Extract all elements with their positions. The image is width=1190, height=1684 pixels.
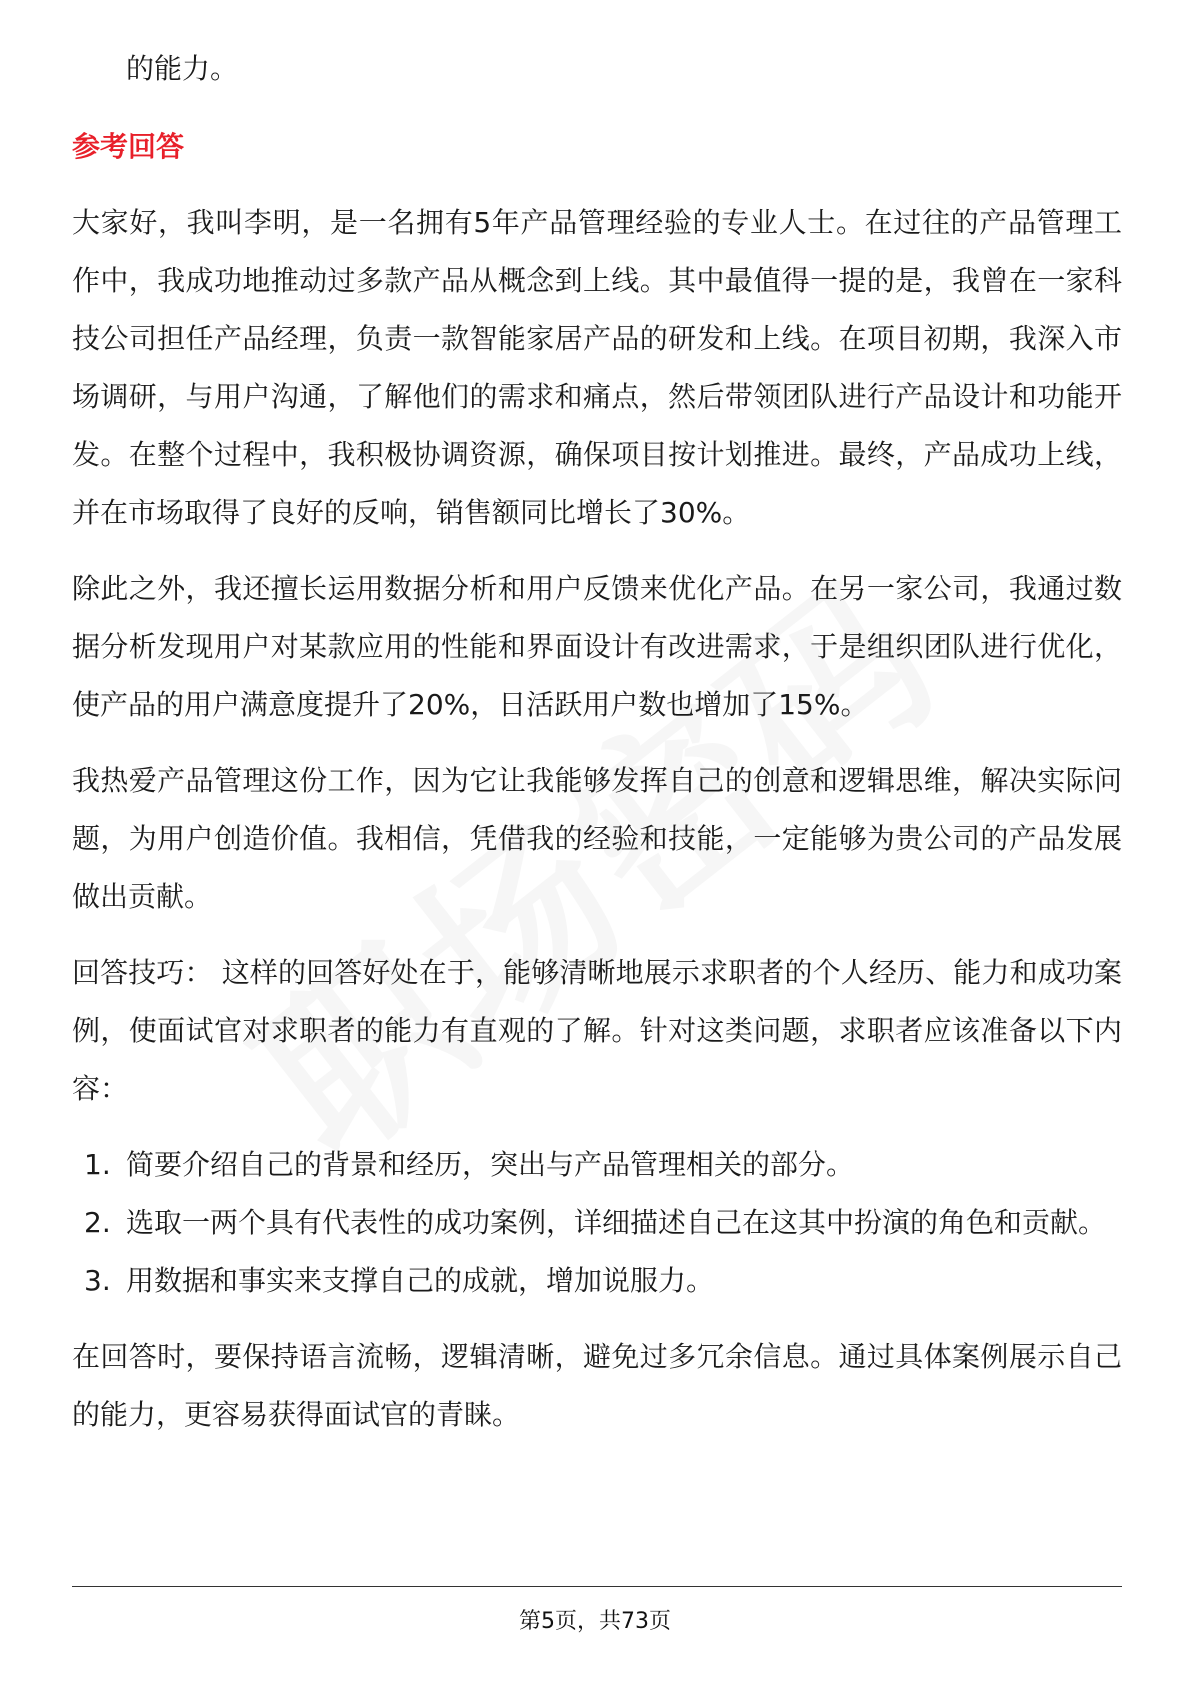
paragraph-passion: 我热爱产品管理这份工作，因为它让我能够发挥自己的创意和逻辑思维，解决实际问题，为用户创造价值。我相信，凭借我的经验和技能，一定能够为贵公司的产品发展做出贡献。	[72, 764, 1122, 913]
list-item	[72, 1136, 1122, 1194]
paragraph-data-analysis: 除此之外，我还擅长运用数据分析和用户反馈来优化产品。在另一家公司，我通过数据分析发现用户对某款应用的性能和界面设计有改进需求，于是组织团队进行优化，使产品的用户满意度提升了20%，日活跃用户数也增加了15%。	[72, 572, 1122, 721]
list-item-text: 选取一两个具有代表性的成功案例，详细描述自己在这其中扮演的角色和贡献。	[126, 1206, 1107, 1239]
footer-divider	[72, 1586, 1122, 1587]
list-item	[72, 1252, 1122, 1310]
list-item-text: 简要介绍自己的背景和经历，突出与产品管理相关的部分。	[126, 1148, 855, 1181]
tips-list	[72, 1136, 1122, 1310]
page-content	[72, 40, 1122, 1444]
paragraph-closing: 在回答时，要保持语言流畅，逻辑清晰，避免过多冗余信息。通过具体案例展示自己的能力，更容易获得面试官的青睐。	[72, 1340, 1122, 1431]
section-title: 参考回答	[72, 130, 185, 163]
list-item-number: 1.	[84, 1148, 111, 1181]
list-item-number: 2.	[84, 1206, 111, 1239]
list-item-text: 用数据和事实来支撑自己的成就，增加说服力。	[126, 1264, 715, 1297]
carryover-text: 的能力。	[126, 52, 239, 85]
list-item-number: 3.	[84, 1264, 111, 1297]
paragraph-tips: 回答技巧： 这样的回答好处在于，能够清晰地展示求职者的个人经历、能力和成功案例，使面试官对求职者的能力有直观的了解。针对这类问题，求职者应该准备以下内容：	[72, 956, 1122, 1105]
page-number: 第5页，共73页	[519, 1609, 671, 1634]
list-item	[72, 1194, 1122, 1252]
paragraph-intro: 大家好，我叫李明，是一名拥有5年产品管理经验的专业人士。在过往的产品管理工作中，我成功地推动过多款产品从概念到上线。其中最值得一提的是，我曾在一家科技公司担任产品经理，负责一款智能家居产品的研发和上线。在项目初期，我深入市场调研，与用户沟通，了解他们的需求和痛点，然后带领团队进行产品设计和功能开发。在整个过程中，我积极协调资源，确保项目按计划推进。最终，产品成功上线，并在市场取得了良好的反响，销售额同比增长了30%。	[72, 206, 1122, 529]
